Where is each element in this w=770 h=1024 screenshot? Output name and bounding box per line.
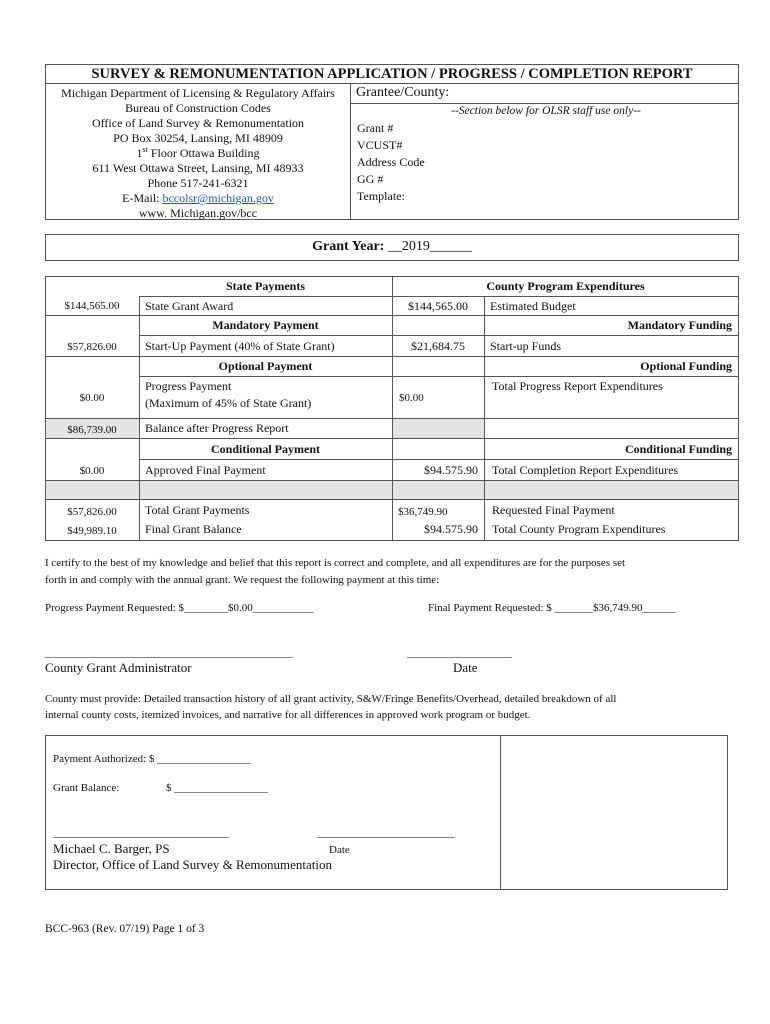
grantee-label: Grantee/County:	[356, 85, 450, 100]
agency-phone: Phone 517-241-6321	[147, 176, 249, 190]
estimated-budget-amount[interactable]: $144,565.00	[408, 299, 468, 313]
state-award-label: State Grant Award	[145, 299, 234, 313]
optional-payment-header: Optional Payment	[218, 359, 313, 373]
floor-building: Floor Ottawa Building	[147, 146, 260, 160]
county-must-provide-line-2: internal county costs, itemized invoices, and narrative for all differences in approved work program or budget.	[45, 709, 531, 721]
col-line-2	[392, 276, 393, 541]
mandatory-funding-header: Mandatory Funding	[627, 318, 732, 332]
grant-year-value[interactable]: __2019______	[387, 239, 472, 254]
email-link[interactable]: bccolsr@michigan.gov	[162, 191, 274, 205]
agency-floor	[47, 146, 349, 160]
completion-expenditures-label: Total Completion Report Expenditures	[492, 463, 679, 477]
director-title: Director, Office of Land Survey & Remonumentation	[53, 857, 333, 872]
form-title: SURVEY & REMONUMENTATION APPLICATION / PROGRESS / COMPLETION REPORT	[91, 66, 693, 82]
gg-number-label: GG #	[357, 172, 384, 186]
approved-final-payment-amount[interactable]: $0.00	[79, 465, 105, 477]
conditional-payment-header: Conditional Payment	[210, 442, 320, 456]
address-code-label: Address Code	[357, 155, 425, 169]
startup-payment-label: Start-Up Payment (40% of State Grant)	[145, 339, 335, 353]
conditional-funding-header: Conditional Funding	[624, 442, 732, 456]
total-county-expenditures-amount[interactable]: $94.575.90	[424, 522, 478, 536]
final-grant-balance-label: Final Grant Balance	[145, 522, 242, 536]
balance-after-progress-amount[interactable]: $86,739.00	[67, 424, 117, 436]
startup-funds-label: Start-up Funds	[490, 339, 562, 353]
row-line-5	[139, 376, 739, 377]
optional-funding-header: Optional Funding	[640, 359, 732, 373]
state-award-amount[interactable]: $144,565.00	[64, 300, 120, 312]
agency-bureau: Bureau of Construction Codes	[125, 101, 271, 115]
col-line-3	[484, 296, 485, 541]
progress-payment-note: (Maximum of 45% of State Grant)	[145, 396, 312, 410]
completion-expenditures-amount[interactable]: $94.575.90	[424, 463, 478, 477]
agency-web: www. Michigan.gov/bcc	[138, 206, 258, 220]
agency-dept: Michigan Department of Licensing & Regulatory Affairs	[61, 86, 335, 100]
progress-expenditures-amount[interactable]: $0.00	[399, 392, 424, 404]
director-signature-line[interactable]: ________________________________	[53, 827, 229, 839]
grant-year	[45, 239, 739, 255]
row-line-8	[139, 459, 739, 460]
payment-authorized-field[interactable]: Payment Authorized: $ _________________	[53, 753, 251, 765]
state-payments-header: State Payments	[226, 279, 305, 293]
startup-funds-amount[interactable]: $21,684.75	[411, 339, 465, 353]
certification-line-2: forth in and comply with the annual grant. We request the following payment at this time:	[45, 574, 440, 586]
grant-year-label: Grant Year:	[312, 239, 388, 254]
mandatory-payment-header: Mandatory Payment	[212, 318, 319, 332]
form-footer: BCC-963 (Rev. 07/19) Page 1 of 3	[45, 923, 205, 935]
agency-pobox: PO Box 30254, Lansing, MI 48909	[113, 131, 283, 145]
progress-payment-requested[interactable]: Progress Payment Requested: $________$0.00___________	[45, 602, 314, 614]
requested-final-payment-amount[interactable]: $36,749.90	[398, 506, 448, 518]
estimated-budget-label: Estimated Budget	[490, 299, 576, 313]
director-date-label: Date	[329, 844, 350, 856]
county-expenditures-header: County Program Expenditures	[486, 279, 645, 293]
total-grant-payments-label: Total Grant Payments	[145, 503, 250, 517]
progress-payment-label: Progress Payment	[145, 379, 232, 393]
grant-balance-label: Grant Balance:	[53, 782, 120, 794]
certification-line-1: I certify to the best of my knowledge and belief that this report is correct and complete, and all expenditures are for the purposes set	[45, 557, 626, 569]
grant-number-label: Grant #	[357, 121, 394, 135]
startup-payment-amount[interactable]: $57,826.00	[67, 341, 117, 353]
total-county-expenditures-label: Total County Program Expenditures	[492, 522, 666, 536]
administrator-date-line[interactable]: ___________________	[407, 647, 512, 659]
row-line-3	[139, 335, 739, 336]
director-date-line[interactable]: _________________________	[317, 827, 455, 839]
title-divider	[45, 83, 739, 84]
administrator-date-label: Date	[453, 660, 478, 675]
agency-street: 611 West Ottawa Street, Lansing, MI 48933	[92, 161, 304, 175]
row-line-1	[139, 296, 739, 297]
final-grant-balance-amount[interactable]: $49,989.10	[67, 525, 117, 537]
county-must-provide-line-1: County must provide: Detailed transaction history of all grant activity, S&W/Fringe Benefits/Overhead, detailed breakdown of all	[45, 693, 617, 705]
floor-suffix: st	[142, 145, 148, 154]
floor-number: 1	[136, 146, 143, 160]
approved-final-payment-label: Approved Final Payment	[145, 463, 266, 477]
authorization-divider	[500, 735, 501, 890]
progress-expenditures-label: Total Progress Report Expenditures	[492, 379, 663, 393]
final-payment-requested[interactable]: Final Payment Requested: $ _______$36,749.90______	[428, 602, 676, 614]
director-name: Michael C. Barger, PS	[53, 841, 170, 856]
col-line-1	[139, 296, 140, 541]
administrator-signature-line[interactable]: _____________________________________________	[45, 647, 293, 659]
grant-balance-field[interactable]: $ _________________	[166, 782, 268, 794]
balance-after-progress-label: Balance after Progress Report	[145, 421, 289, 435]
vcust-label: VCUST#	[357, 138, 403, 152]
agency-office: Office of Land Survey & Remonumentation	[91, 116, 305, 130]
requested-final-payment-label: Requested Final Payment	[492, 503, 615, 517]
county-grant-administrator-label: County Grant Administrator	[45, 660, 192, 675]
agency-email	[47, 191, 349, 205]
email-label: E-Mail:	[122, 191, 163, 205]
staff-section-note: --Section below for OLSR staff use only--	[451, 105, 641, 117]
template-label: Template:	[357, 189, 405, 203]
progress-payment-amount[interactable]: $0.00	[79, 392, 105, 404]
total-grant-payments-amount[interactable]: $57,826.00	[67, 506, 117, 518]
